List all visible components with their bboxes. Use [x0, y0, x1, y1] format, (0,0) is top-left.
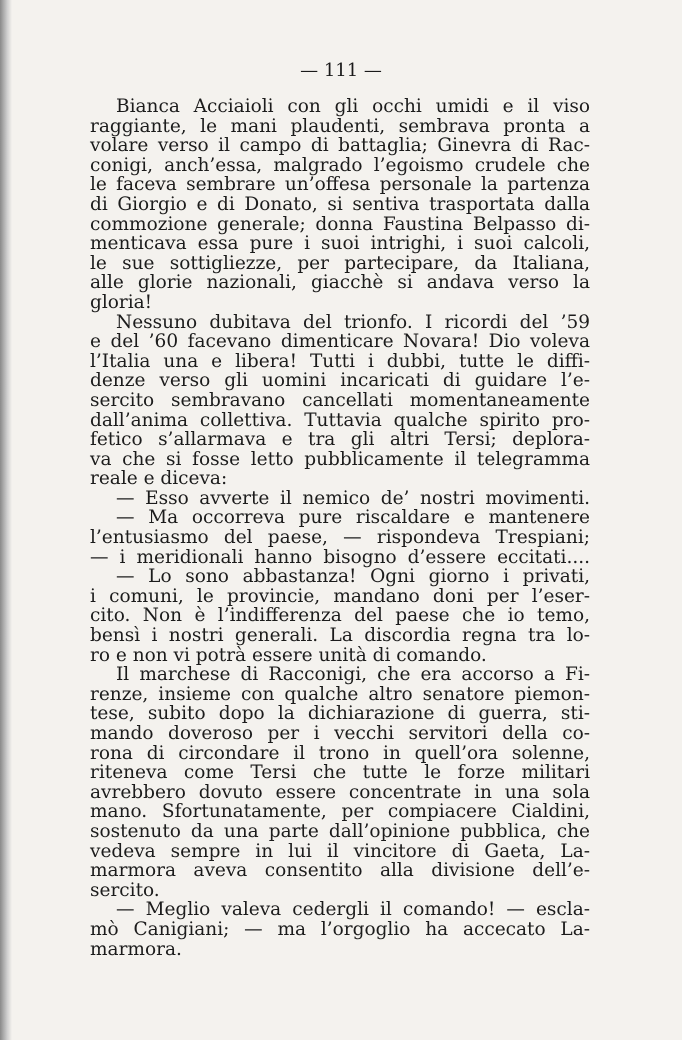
text-line: l’Italia una e libera! Tutti i dubbi, tutte le diffi-	[90, 350, 590, 372]
text-line: — Lo sono abbastanza! Ogni giorno i privati,	[116, 566, 590, 588]
text-line: raggiante, le mani plaudenti, sembrava pronta a	[90, 115, 590, 137]
text-line: l’entusiasmo del paese, — rispondeva Trespiani;	[90, 527, 590, 549]
text-line: ro e non vi potrà essere unità di comando.	[90, 644, 487, 666]
text-line: riteneva come Tersi che tutte le forze militari	[90, 762, 590, 784]
text-line: cito. Non è l’indifferenza del paese che io temo,	[90, 605, 590, 627]
text-line: renze, insieme con qualche altro senatore piemon-	[90, 683, 590, 705]
text-line: Bianca Acciaioli con gli occhi umidi e il viso	[116, 96, 590, 117]
text-line: va che si fosse letto pubblicamente il telegramma	[90, 448, 590, 470]
page-gutter-shadow	[0, 0, 12, 1040]
text-line: marmora aveva consentito alla divisione dell’e-	[90, 860, 590, 882]
text-line: volare verso il campo di battaglia; Ginevra di Rac-	[90, 135, 590, 157]
text-line: gloria!	[90, 291, 153, 313]
text-line: commozione generale; donna Faustina Belpasso di-	[90, 213, 590, 235]
text-line: Nessuno dubitava del trionfo. I ricordi del ’59	[116, 311, 590, 333]
text-line: — Esso avverte il nemico de’ nostri movimenti.	[116, 487, 590, 509]
text-line: le faceva sembrare un’offesa personale la partenza	[90, 174, 590, 196]
text-line: dall’anima collettiva. Tuttavia qualche spirito pro-	[90, 409, 590, 431]
text-line: sercito sembravano cancellati momentaneamente	[90, 389, 590, 411]
text-line: — Meglio valeva cedergli il comando! — escla-	[116, 899, 590, 921]
text-line: Il marchese di Racconigi, che era accorso a Fi-	[116, 664, 590, 686]
text-line: le sue sottigliezze, per partecipare, da Italiana,	[90, 252, 590, 274]
text-line: mando doveroso per i vecchi servitori della co-	[90, 723, 590, 744]
text-line: — i meridionali hanno bisogno d’essere eccitati....	[90, 546, 590, 568]
text-line: vedeva sempre in lui il vincitore di Gaeta, La-	[90, 840, 590, 862]
page-number: — 111 —	[300, 60, 382, 81]
text-line: — Ma occorreva pure riscaldare e mantenere	[116, 507, 590, 529]
text-line: denze verso gli uomini incaricati di guidare l’e-	[90, 370, 590, 392]
text-line: sercito.	[90, 879, 160, 901]
text-line: alle glorie nazionali, giacchè si andava verso la	[90, 272, 590, 294]
text-line: mano. Sfortunatamente, per compiacere Cialdini,	[90, 801, 590, 823]
text-line: menticava essa pure i suoi intrighi, i suoi calcoli,	[90, 233, 590, 255]
text-line: rona di circondare il trono in quell’ora solenne,	[90, 742, 590, 764]
text-line: sostenuto da una parte dall’opinione pubblica, che	[90, 820, 590, 842]
text-line: conigi, anch’essa, malgrado l’egoismo crudele che	[90, 154, 590, 176]
text-line: mò Canigiani; — ma l’orgoglio ha accecato La-	[90, 918, 590, 940]
text-line: fetico s’allarmava e tra gli altri Tersi; deplora-	[90, 429, 590, 451]
text-line: avrebbero dovuto essere concentrate in una sola	[90, 781, 590, 803]
body-text	[90, 97, 590, 959]
text-line: e del ’60 facevano dimenticare Novara! Dio voleva	[90, 331, 590, 353]
text-line: reale e diceva:	[90, 468, 228, 490]
text-line: i comuni, le provincie, mandano doni per l’eser-	[90, 585, 590, 607]
text-line: tese, subito dopo la dichiarazione di guerra, sti-	[90, 703, 590, 725]
text-line: di Giorgio e di Donato, si sentiva trasportata dalla	[90, 193, 590, 215]
text-line: marmora.	[90, 938, 182, 960]
text-line: bensì i nostri generali. La discordia regna tra lo-	[90, 625, 590, 647]
